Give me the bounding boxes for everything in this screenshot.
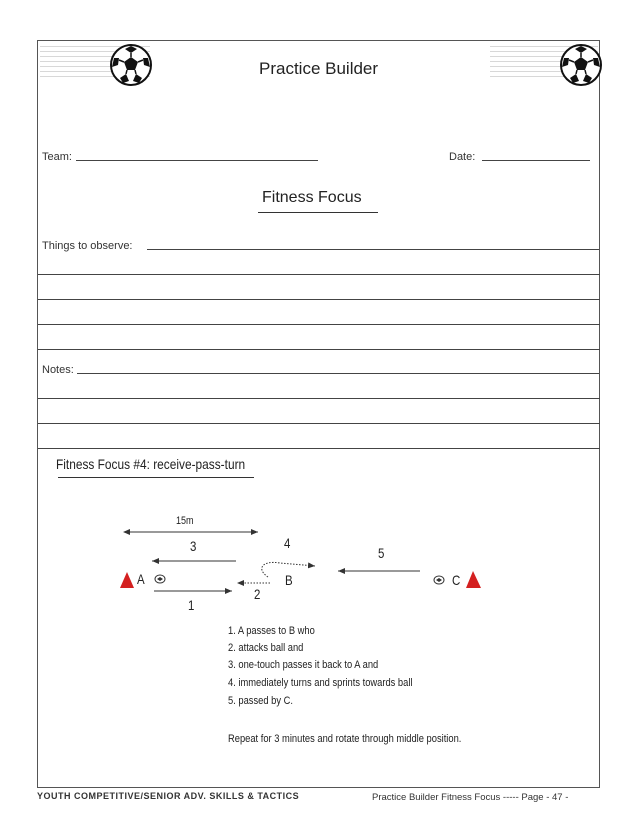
- observe-line[interactable]: [38, 349, 600, 350]
- notes-line[interactable]: [77, 373, 599, 374]
- date-field[interactable]: [482, 160, 590, 161]
- observe-label: Things to observe:: [42, 240, 133, 252]
- arrow-number-1: 1: [188, 597, 195, 613]
- drill-diagram: [0, 500, 638, 620]
- team-field[interactable]: [76, 160, 318, 161]
- arrow-number-2: 2: [254, 586, 261, 602]
- repeat-note: Repeat for 3 minutes and rotate through middle position.: [228, 733, 462, 745]
- step-item: 5. passed by C.: [228, 695, 293, 707]
- player-a: A: [137, 571, 145, 587]
- page-title: Practice Builder: [259, 59, 379, 78]
- notes-line[interactable]: [38, 398, 600, 399]
- step-item: 1. A passes to B who: [228, 625, 315, 637]
- cone-icon: [120, 572, 134, 588]
- notes-label: Notes:: [42, 364, 74, 376]
- soccer-ball-icon: [558, 43, 604, 87]
- arrow-number-4: 4: [284, 535, 291, 551]
- notes-line[interactable]: [38, 448, 600, 449]
- ball-icon: [434, 576, 444, 584]
- step-item: 4. immediately turns and sprints towards ball: [228, 677, 413, 689]
- soccer-ball-icon: [108, 43, 154, 87]
- observe-line[interactable]: [147, 249, 599, 250]
- step-item: 3. one-touch passes it back to A and: [228, 659, 379, 671]
- drill-title-underline: [58, 477, 254, 478]
- footer-left: YOUTH COMPETITIVE/SENIOR ADV. SKILLS & TACTICS: [37, 791, 300, 801]
- distance-label: 15m: [176, 515, 194, 527]
- notes-line[interactable]: [38, 423, 600, 424]
- section-title-underline: [258, 212, 378, 213]
- arrow-number-5: 5: [378, 545, 385, 561]
- section-title: Fitness Focus: [262, 189, 362, 206]
- player-c: C: [452, 572, 461, 588]
- player-b: B: [285, 572, 293, 588]
- date-label: Date:: [449, 151, 476, 163]
- step-item: 2. attacks ball and: [228, 642, 304, 654]
- observe-line[interactable]: [38, 299, 600, 300]
- observe-line[interactable]: [38, 324, 600, 325]
- observe-line[interactable]: [38, 274, 600, 275]
- arrow-number-3: 3: [190, 538, 197, 554]
- footer-right: Practice Builder Fitness Focus ----- Page - 47 -: [372, 792, 569, 803]
- cone-icon: [466, 571, 481, 588]
- drill-title: Fitness Focus #4: receive-pass-turn: [56, 456, 246, 472]
- team-label: Team:: [42, 151, 72, 163]
- page-frame: [37, 40, 600, 788]
- ball-icon: [155, 575, 165, 583]
